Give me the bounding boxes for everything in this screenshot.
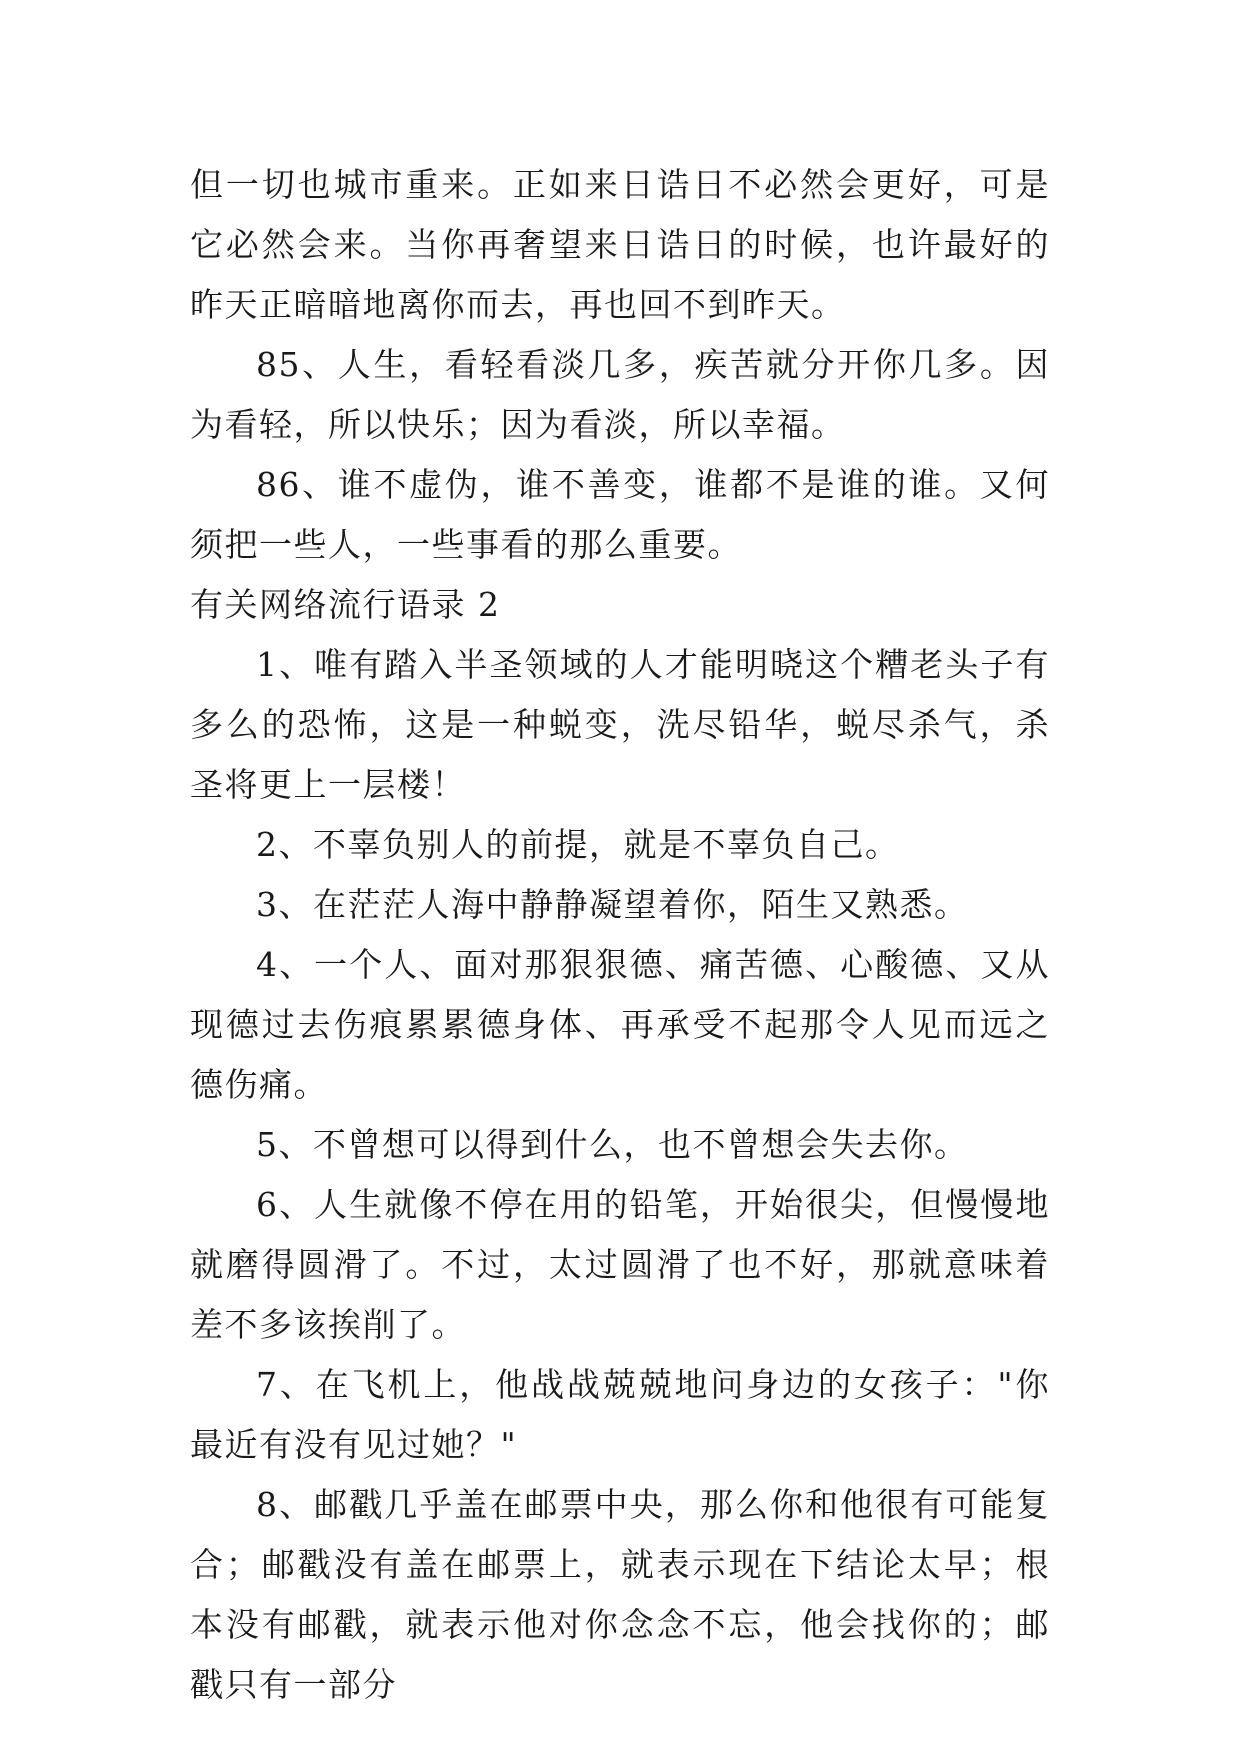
list-item: 1、唯有踏入半圣领域的人才能明晓这个糟老头子有多么的恐怖，这是一种蜕变，洗尽铅华，蜕尽杀气，杀圣将更上一层楼！ bbox=[190, 645, 1050, 804]
paragraph-86: 86、谁不虚伪，谁不善变，谁都不是谁的谁。又何须把一些人，一些事看的那么重要。 bbox=[190, 465, 1050, 564]
document-body bbox=[190, 155, 1050, 1715]
list-item: 2、不辜负别人的前提，就是不辜负自己。 bbox=[256, 825, 900, 864]
paragraph-85: 85、人生，看轻看淡几多，疾苦就分开你几多。因为看轻，所以快乐；因为看淡，所以幸福。 bbox=[190, 345, 1050, 444]
list-item: 5、不曾想可以得到什么，也不曾想会失去你。 bbox=[256, 1125, 969, 1164]
list-item: 4、一个人、面对那狠狠德、痛苦德、心酸德、又从现德过去伤痕累累德身体、再承受不起那令人见而远之德伤痛。 bbox=[190, 945, 1050, 1104]
list-item: 8、邮戳几乎盖在邮票中央，那么你和他很有可能复合；邮戳没有盖在邮票上，就表示现在下结论太早；根本没有邮戳，就表示他对你念念不忘，他会找你的；邮戳只有一部分 bbox=[190, 1485, 1050, 1704]
list-item: 6、人生就像不停在用的铅笔，开始很尖，但慢慢地就磨得圆滑了。不过，太过圆滑了也不好，那就意味着差不多该挨削了。 bbox=[190, 1185, 1050, 1344]
list-item: 3、在茫茫人海中静静凝望着你，陌生又熟悉。 bbox=[256, 885, 969, 924]
list-item: 7、在飞机上，他战战兢兢地问身边的女孩子："你最近有没有见过她？" bbox=[190, 1365, 1050, 1464]
section-heading: 有关网络流行语录 2 bbox=[190, 585, 501, 624]
paragraph-continuation: 但一切也城市重来。正如来日诰日不必然会更好，可是它必然会来。当你再奢望来日诰日的时候，也许最好的昨天正暗暗地离你而去，再也回不到昨天。 bbox=[190, 165, 1050, 324]
